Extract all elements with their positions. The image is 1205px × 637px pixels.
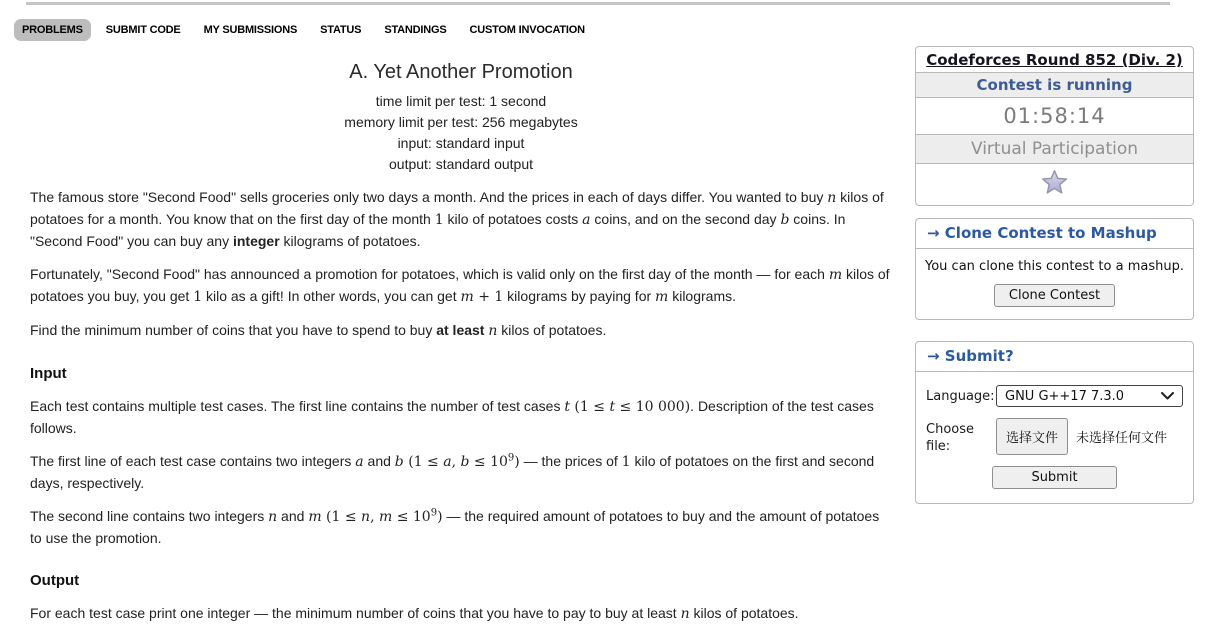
- clone-text: You can clone this contest to a mashup.: [925, 259, 1184, 274]
- chevron-down-icon: [1161, 392, 1174, 400]
- language-value: GNU G++17 7.3.0: [1005, 388, 1125, 404]
- submit-row: [926, 466, 1183, 489]
- language-select[interactable]: [996, 385, 1183, 407]
- paragraph: Each test contains multiple test cases. The first line contains the number of test cases t (1 ≤ t ≤ 10 000). Description of the test cases follows.: [30, 398, 874, 436]
- tab-problems[interactable]: PROBLEMS: [14, 19, 91, 41]
- star-icon[interactable]: [1041, 169, 1068, 195]
- limit-line: input: standard input: [397, 135, 525, 151]
- submit-form: [916, 372, 1193, 503]
- language-row: [926, 385, 1183, 407]
- submit-box: [915, 341, 1194, 504]
- top-divider: [26, 2, 1170, 5]
- problem-panel: [30, 58, 892, 637]
- limit-line: time limit per test: 1 second: [375, 93, 547, 109]
- section-heading: Input: [30, 365, 67, 382]
- paragraph: Find the minimum number of coins that you have to spend to buy at least n kilos of potatoes.: [30, 322, 607, 339]
- contest-status: Contest is running: [916, 72, 1193, 97]
- star-row: [916, 163, 1193, 205]
- submit-box-header: → Submit?: [916, 342, 1193, 372]
- choose-file-button[interactable]: 选择文件: [996, 418, 1068, 455]
- paragraph: Fortunately, "Second Food" has announced a promotion for potatoes, which is valid only on the first day of the month — for each m kilos of potatoes you buy, you get 1 kilo as a gift! In other words, you can get m + 1 kilograms by paying for m kilograms.: [30, 266, 890, 305]
- tab-status[interactable]: STATUS: [320, 24, 362, 36]
- clone-contest-box: [915, 218, 1194, 320]
- submit-button[interactable]: Submit: [992, 466, 1116, 489]
- contest-box: [915, 46, 1194, 206]
- clone-box-body: [916, 249, 1193, 319]
- paragraph: The famous store "Second Food" sells groceries only two days a month. And the prices in each of days differ. You wanted to buy n kilos of potatoes for a month. You know that on the first day of the month 1 kilo of potatoes costs a coins, and on the second day b coins. In "Second Food" you can buy any integer kilograms of potatoes.: [30, 189, 884, 249]
- limit-line: memory limit per test: 256 megabytes: [344, 114, 578, 130]
- choose-file-label: Choose file:: [926, 422, 974, 454]
- limit-line: output: standard output: [389, 156, 533, 172]
- clone-contest-button[interactable]: Clone Contest: [994, 284, 1115, 307]
- contest-title-row: [916, 47, 1193, 72]
- limits: [30, 91, 892, 175]
- contest-timer: 01:58:14: [916, 97, 1193, 134]
- file-status-text: 未选择任何文件: [1076, 431, 1168, 446]
- tab-my-submissions[interactable]: MY SUBMISSIONS: [203, 24, 298, 36]
- problem-title: A. Yet Another Promotion: [349, 61, 573, 83]
- tab-bar: [14, 19, 600, 41]
- paragraph: For each test case print one integer — the minimum number of coins that you have to pay to buy at least n kilos of potatoes.: [30, 605, 799, 622]
- contest-link[interactable]: Codeforces Round 852 (Div. 2): [926, 51, 1183, 69]
- paragraph: The second line contains two integers n and m (1 ≤ n, $m \le 10^9$) — the required amount of potatoes to buy and the amount of potatoes to use the promotion.: [30, 507, 880, 546]
- statement: [30, 187, 892, 625]
- file-row: [926, 418, 1183, 455]
- section-heading: Output: [30, 572, 80, 589]
- tab-custom-invocation[interactable]: CUSTOM INVOCATION: [469, 24, 585, 36]
- tab-standings[interactable]: STANDINGS: [384, 24, 447, 36]
- tab-submit-code[interactable]: SUBMIT CODE: [105, 24, 181, 36]
- clone-box-header: → Clone Contest to Mashup: [916, 219, 1193, 249]
- language-label: Language:: [926, 389, 995, 404]
- paragraph: The first line of each test case contains two integers a and b (1 ≤ a, $b \le 10^9$) — the prices of 1 kilo of potatoes on the first and second days, respectively.: [30, 452, 875, 491]
- participation-mode: Virtual Participation: [916, 134, 1193, 163]
